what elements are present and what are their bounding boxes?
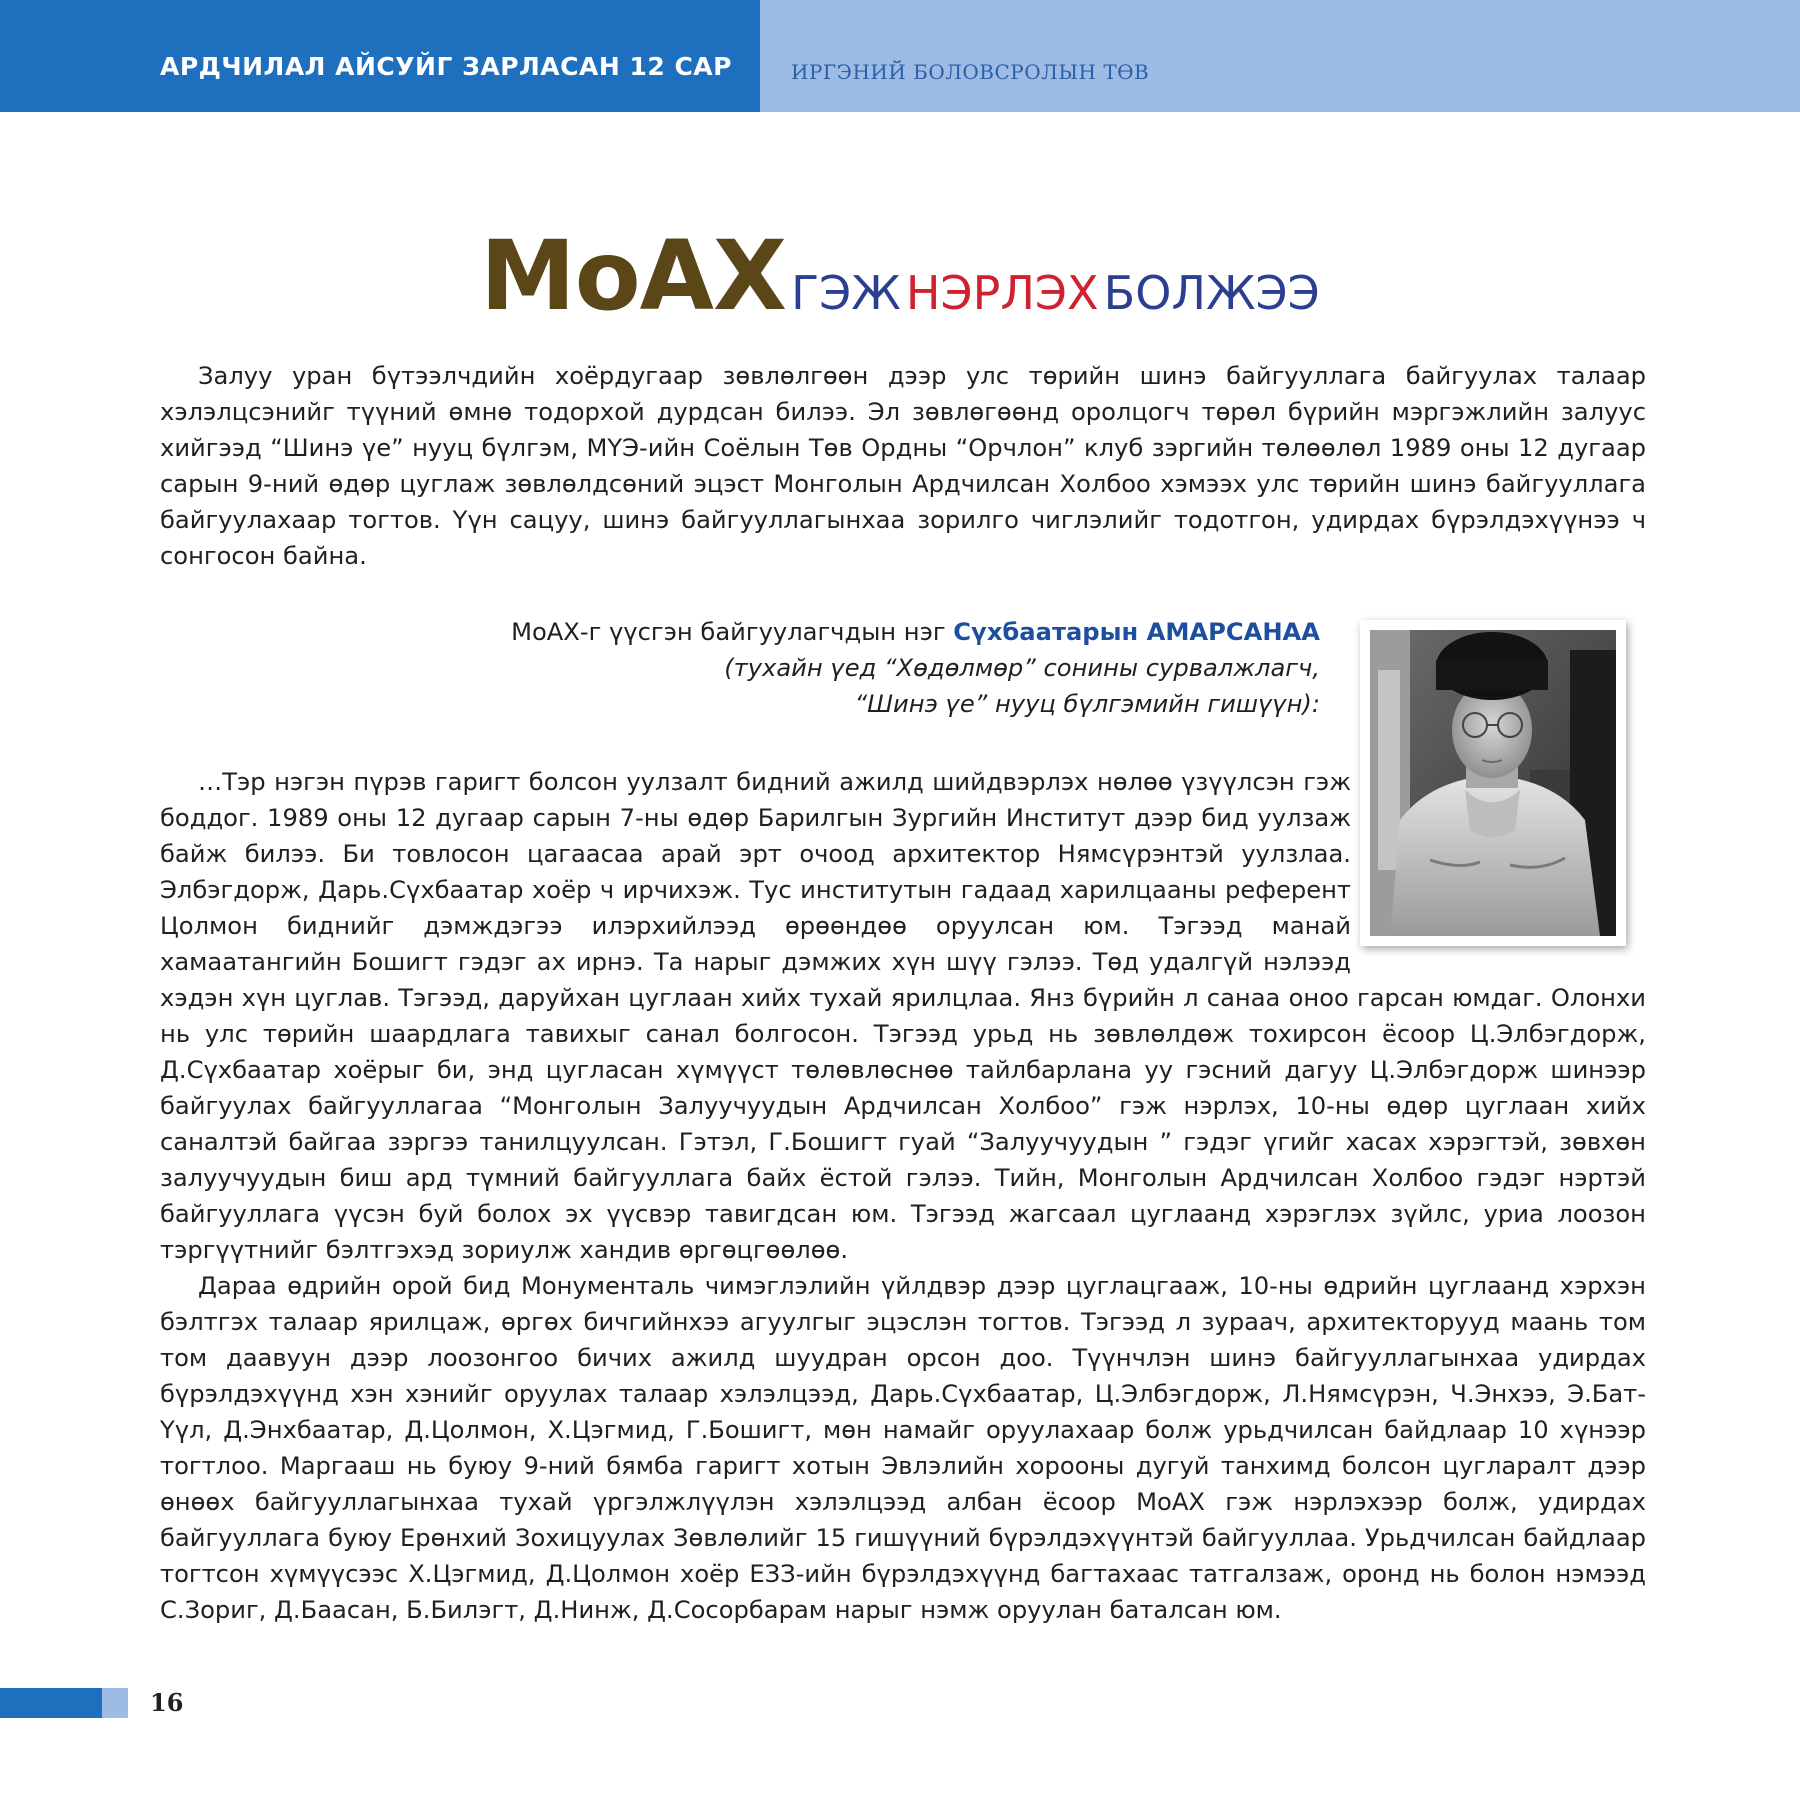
story-paragraph-2: Дараа өдрийн орой бид Монументаль чимэглэлийн үйлдвэр дээр цуглацгааж, 10-ны өдрийн цуглаанд хэрхэн бэлтгэх талаар ярилцаж, өргөх бичгийнхээ агуулгыг эцэслэн тогтов. Тэгээд л зураач, архитекторууд маань том том даавуун дээр лоозонгоо бичих ажилд шуудран орсон доо. Түүнчлэн шинэ байгууллагынхаа удирдах бүрэлдэхүүнд хэн хэнийг оруулах талаар хэлэлцээд, Дарь.Сүхбаатар, Ц.Элбэгдорж, Л.Нямсүрэн, Ч.Энхээ, Э.Бат-Үүл, Д.Энхбаатар, Д.Цолмон, Х.Цэгмид, Г.Бошигт, мөн намайг оруулахаар болж урьдчилсан байдлаар 10 хүнээр тогтлоо. Маргааш нь буюу 9-ний бямба гаригт хотын Эвлэлийн хорооны дугуй танхимд болсон цугларалт дээр өнөөх байгууллагынхаа тухай үргэлжлүүлэн хэлэлцээд албан ёсоор МоАХ гэж нэрлэхээр болж, удирдах байгууллага буюу Ерөнхий Зохицуулах Зөвлөлийг 15 гишүүний бүрэлдэхүүнтэй байгууллаа. Урьдчилсан байдлаар тогтсон хүмүүсээс Х.Цэгмид, Д.Цолмон хоёр ЕЗЗ-ийн бүрэлдэхүүнд багтахаас татгалзаж, оронд нь болон нэмээд С.Зориг, Д.Баасан, Б.Билэгт, Д.Нинж, Д.Сосорбарам нарыг нэмж оруулан баталсан юм. (160, 1272, 1646, 1624)
header-bar-right (760, 0, 1800, 112)
quote-line-2: (тухайн үед “Хөдөлмөр” сонины сурвалжлагч, (724, 654, 1320, 682)
story-paragraph-1: …Тэр нэгэн пүрэв гаригт болсон уулзалт бидний ажилд шийдвэрлэх нөлөө үзүүлсэн гэж боддог. 1989 оны 12 дугаар сарын 7-ны өдөр Барилгын Зургийн Институт дээр бид уулзаж байж билээ. Би товлосон цагаасаа арай эрт очоод архитектор Нямсүрэнтэй уулзлаа. Элбэгдорж, Дарь.Сүхбаатар хоёр ч ирчихэж. Тус институтын гадаад харилцааны референт Цолмон биднийг дэмждэгээ илэрхийлээд өрөөндөө оруулсан юм. Тэгээд манай хамаатангийн Бошигт гэдэг ах ирнэ. Та нарыг дэмжих хүн шүү гэлээ. Төд удалгүй нэлээд хэдэн хүн цуглав. Тэгээд, даруйхан цуглаан хийх тухай ярилцлаа. Янз бүрийн л санаа оноо гарсан юмдаг. Олонхи нь улс төрийн шаардлага тавихыг санал болгосон. Тэгээд урьд нь зөвлөлдөж тохирсон ёсоор Ц.Элбэгдорж, Д.Сүхбаатар хоёрыг би, энд цугласан хүмүүст төлөвлөснөө тайлбарлана уу гэсний дагуу Ц.Элбэгдорж шинээр байгуулах байгууллагаа “Монголын Залуучуудын Ардчилсан Холбоо” гэж нэрлэх, 10-ны өдөр цуглаан хийх саналтэй байгаа зэргээ танилцуулсан. Гэтэл, Г.Бошигт гуай “Залуучуудын ” гэдэг үгийг хасах хэрэгтэй, зөвхөн залуучуудын биш ард түмний байгууллага байх ёстой гэлээ. Тийн, Монголын Ардчилсан Холбоо гэдэг нэртэй байгууллага үүсэн буй болох эх үүсвэр тавигдсан юм. Тэгээд жагсаал цуглаанд хэрэглэх зүйлс, уриа лоозон тэргүүтнийг бэлтгэхэд зориулж хандив өргөцгөөлөө. (160, 768, 1646, 1264)
page-number: 16 (150, 1688, 184, 1717)
title-word-2: НЭРЛЭХ (905, 266, 1099, 320)
title-word-3: БОЛЖЭЭ (1103, 266, 1320, 320)
quote-line-3: “Шинэ үе” нууц бүлгэмийн гишүүн): (854, 690, 1320, 718)
footer-bar (0, 1688, 102, 1718)
header-subtitle: ИРГЭНИЙ БОЛОВСРОЛЫН ТӨВ (791, 60, 1150, 84)
intro-paragraph: Залуу уран бүтээлчдийн хоёрдугаар зөвлөлгөөн дээр улс төрийн шинэ байгууллага байгуулах талаар хэлэлцсэнийг түүний өмнө тодорхой дурдсан билээ. Эл зөвлөгөөнд оролцогч төрөл бүрийн мэргэжлийн залуус хийгээд “Шинэ үе” нууц бүлгэм, МҮЭ-ийн Соёлын Төв Ордны “Орчлон” клуб зэргийн төлөөлөл 1989 оны 12 дугаар сарын 9-ний өдөр цуглаж зөвлөлдсөний эцэст Монголын Ардчилсан Холбоо хэмээх улс төрийн шинэ байгууллага байгуулахаар тогтов. Үүн сацуу, шинэ байгууллагынхаа зорилго чиглэлийг тодотгон, удирдах бүрэлдэхүүнээ ч сонгосон байна. (160, 362, 1646, 570)
photo-wrap-space (1351, 764, 1646, 962)
title-main: МоАХ (480, 220, 786, 332)
quote-line-1 (400, 614, 1320, 650)
quote-author-name: Сүхбаатарын АМАРСАНАА (953, 618, 1320, 646)
footer-bar-accent (102, 1688, 128, 1718)
quote-attribution (400, 614, 1320, 722)
story-body (160, 764, 1646, 1628)
title-word-1: ГЭЖ (791, 266, 901, 320)
quote-prefix: МоАХ-г үүсгэн байгуулагчдын нэг (511, 618, 946, 646)
header-title: АРДЧИЛАЛ АЙСУЙГ ЗАРЛАСАН 12 САР (160, 52, 732, 81)
page-title (0, 220, 1800, 332)
